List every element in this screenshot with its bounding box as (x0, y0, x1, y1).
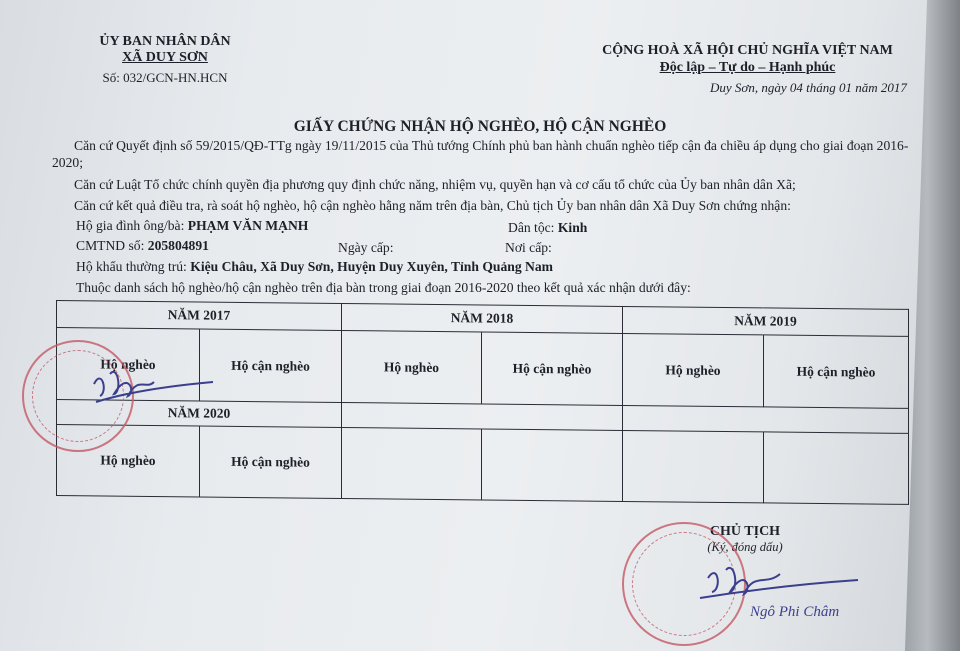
year-2019-header: NĂM 2019 (623, 306, 909, 336)
org-line2: XÃ DUY SƠN (122, 50, 208, 65)
id-row (76, 238, 209, 254)
national-header (585, 42, 910, 76)
household-row (76, 218, 308, 234)
cell-2019-poor: Hộ nghèo (623, 333, 764, 406)
basis-1: Căn cứ Quyết định số 59/2015/QĐ-TTg ngày 19/11/2015 của Thủ tướng Chính phủ ban hành chuẩn nghèo tiếp cận đa chiều áp dụng cho giai đoạn 2016-2020; (52, 138, 909, 170)
ethnicity-label: Dân tộc: (508, 220, 555, 235)
basis-2: Căn cứ Luật Tổ chức chính quyền địa phương quy định chức năng, nhiệm vụ, quyền hạn và cơ cấu tổ chức của Ủy ban nhân dân Xã; (74, 177, 796, 192)
cell-2017-near-poor: Hộ cận nghèo (200, 329, 342, 402)
empty-cell (482, 429, 623, 501)
residence-row (76, 259, 553, 275)
cell-2020-poor: Hộ nghèo (57, 425, 200, 497)
issue-place-label: Nơi cấp: (505, 240, 552, 255)
list-statement: Thuộc danh sách hộ nghèo/hộ cận nghèo trên địa bàn trong giai đoạn 2016-2020 theo kết quả xác nhận dưới đây: (76, 280, 691, 295)
empty-cell (764, 432, 909, 505)
signature-note: (Ký, đóng dấu) (707, 540, 783, 554)
empty-cell (342, 427, 482, 499)
cell-2020-near-poor: Hộ cận nghèo (200, 426, 342, 498)
issue-date: Duy Sơn, ngày 04 tháng 01 năm 2017 (710, 80, 907, 95)
id-label: CMTND số: (76, 238, 145, 253)
ethnicity-value: Kinh (557, 220, 588, 235)
nation-title: CỘNG HOÀ XÃ HỘI CHỦ NGHĨA VIỆT NAM (602, 43, 893, 58)
cell-2018-near-poor: Hộ cận nghèo (482, 332, 623, 405)
issuing-authority (80, 34, 250, 86)
org-line1: ỦY BAN NHÂN DÂN (99, 34, 231, 49)
year-2017-header: NĂM 2017 (57, 301, 342, 331)
year-2020-header: NĂM 2020 (57, 400, 342, 428)
signer-name: Ngô Phi Châm (750, 604, 840, 620)
cell-2019-near-poor: Hộ cận nghèo (764, 335, 909, 409)
cell-2017-poor: Hộ nghèo (57, 328, 200, 401)
document-title: GIẤY CHỨNG NHẬN HỘ NGHÈO, HỘ CẬN NGHÈO (293, 118, 667, 135)
basis-3: Căn cứ kết quả điều tra, rà soát hộ nghèo, hộ cận nghèo hằng năm trên địa bàn, Chủ tịch Ủy ban nhân dân Xã Duy Sơn chứng nhận: (74, 198, 791, 213)
cell-2018-poor: Hộ nghèo (342, 330, 482, 403)
ethnicity-row (508, 220, 587, 236)
motto: Độc lập – Tự do – Hạnh phúc (659, 60, 836, 75)
id-value: 205804891 (147, 238, 209, 253)
signature-mark-table (88, 362, 218, 412)
empty-header-a (342, 402, 623, 430)
empty-cell (623, 430, 764, 502)
signer-position: CHỦ TỊCH (709, 524, 781, 539)
year-2018-header: NĂM 2018 (342, 303, 623, 333)
residence-value: Kiệu Châu, Xã Duy Sơn, Huyện Duy Xuyên, Tỉnh Quảng Nam (190, 259, 553, 274)
signature-mark (690, 560, 860, 605)
doc-number: Số: 032/GCN-HN.HCN (102, 70, 228, 85)
residence-label: Hộ khẩu thường trú: (76, 259, 187, 274)
household-name: PHẠM VĂN MẠNH (187, 218, 309, 233)
empty-header-b (623, 405, 909, 433)
household-label: Hộ gia đình ông/bà: (76, 218, 185, 233)
issue-date-label: Ngày cấp: (338, 240, 394, 255)
